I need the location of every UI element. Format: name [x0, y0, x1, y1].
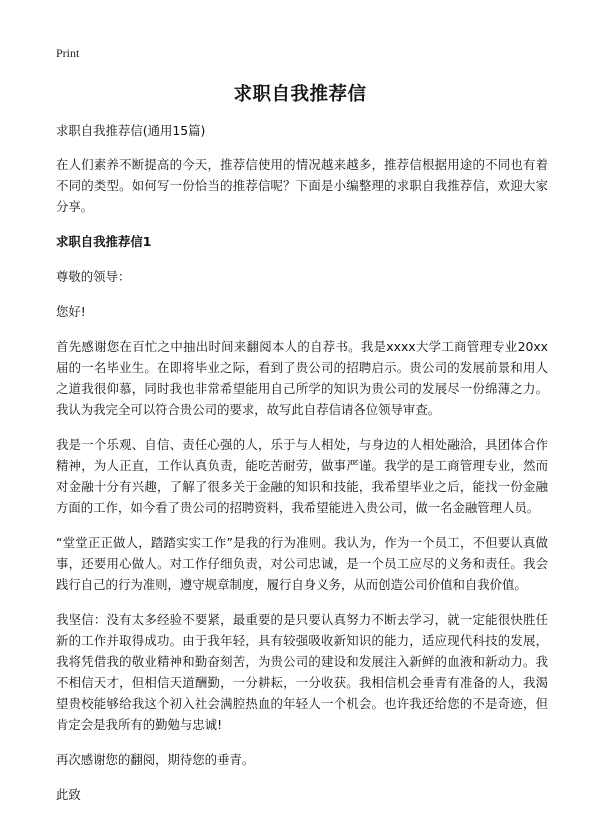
intro-paragraph: 在人们素养不断提高的今天，推荐信使用的情况越来越多，推荐信根据用途的不同也有着不同的类型。如何写一份恰当的推荐信呢？下面是小编整理的求职自我推荐信，欢迎大家分享。 [56, 157, 548, 214]
greeting: 您好! [56, 304, 86, 319]
salutation: 尊敬的领导： [56, 269, 131, 284]
closing: 此致 [56, 787, 81, 802]
body-paragraph: 我是一个乐观、自信、责任心强的人，乐于与人相处，与身边的人相处融洽，具团体合作精神，为人正直，工作认真负责，能吃苦耐劳，做事严谨。我学的是工商管理专业，然而对金融十分有兴趣，了解了很多关于金融的知识和技能，我希望毕业之后，能找一份金融方面的工作，如今看了贵公司的招聘资料，我希望能进入贵公司，做一名金融管理人员。 [56, 437, 548, 515]
body-paragraph: “堂堂正正做人，踏踏实实工作”是我的行为准则。我认为，作为一个员工，不但要认真做事，还要用心做人。对工作仔细负责，对公司忠诚，是一个员工应尽的义务和责任。我会践行自己的行为准则，遵守规章制度，履行自身义务，从而创造公司价值和自我价值。 [56, 535, 548, 592]
body-paragraph: 我坚信：没有太多经验不要紧，最重要的是只要认真努力不断去学习，就一定能很快胜任新的工作并取得成功。由于我年轻，具有较强吸收新知识的能力，适应现代科技的发展，我将凭借我的敬业精神和勤奋刻苦，为贵公司的建设和发展注入新鲜的血液和新动力。我不相信天才，但相信天道酬勤，一分耕耘，一分收获。我相信机会垂青有准备的人，我渴望贵校能够给我这个初入社会满腔热血的年轻人一个机会。也许我还给您的不是奇迹，但肯定会是我所有的勤勉与忠诚! [56, 612, 548, 732]
page-title: 求职自我推荐信 [233, 84, 367, 105]
document-body [56, 120, 548, 819]
section-heading: 求职自我推荐信1 [56, 234, 152, 249]
print-label[interactable]: Print [56, 46, 80, 60]
document-subtitle: 求职自我推荐信(通用15篇) [56, 123, 206, 138]
body-paragraph: 首先感谢您在百忙之中抽出时间来翻阅本人的自荐书。我是xxxx大学工商管理专业20xx届的一名毕业生。在即将毕业之际，看到了贵公司的招聘启示。贵公司的发展前景和用人之道我很仰慕，同时我也非常希望能用自己所学的知识为贵公司的发展尽一份绵薄之力。我认为我完全可以符合贵公司的要求，故写此自荐信请各位领导审查。 [56, 339, 548, 417]
thanks-paragraph: 再次感谢您的翻阅，期待您的垂青。 [56, 752, 255, 767]
